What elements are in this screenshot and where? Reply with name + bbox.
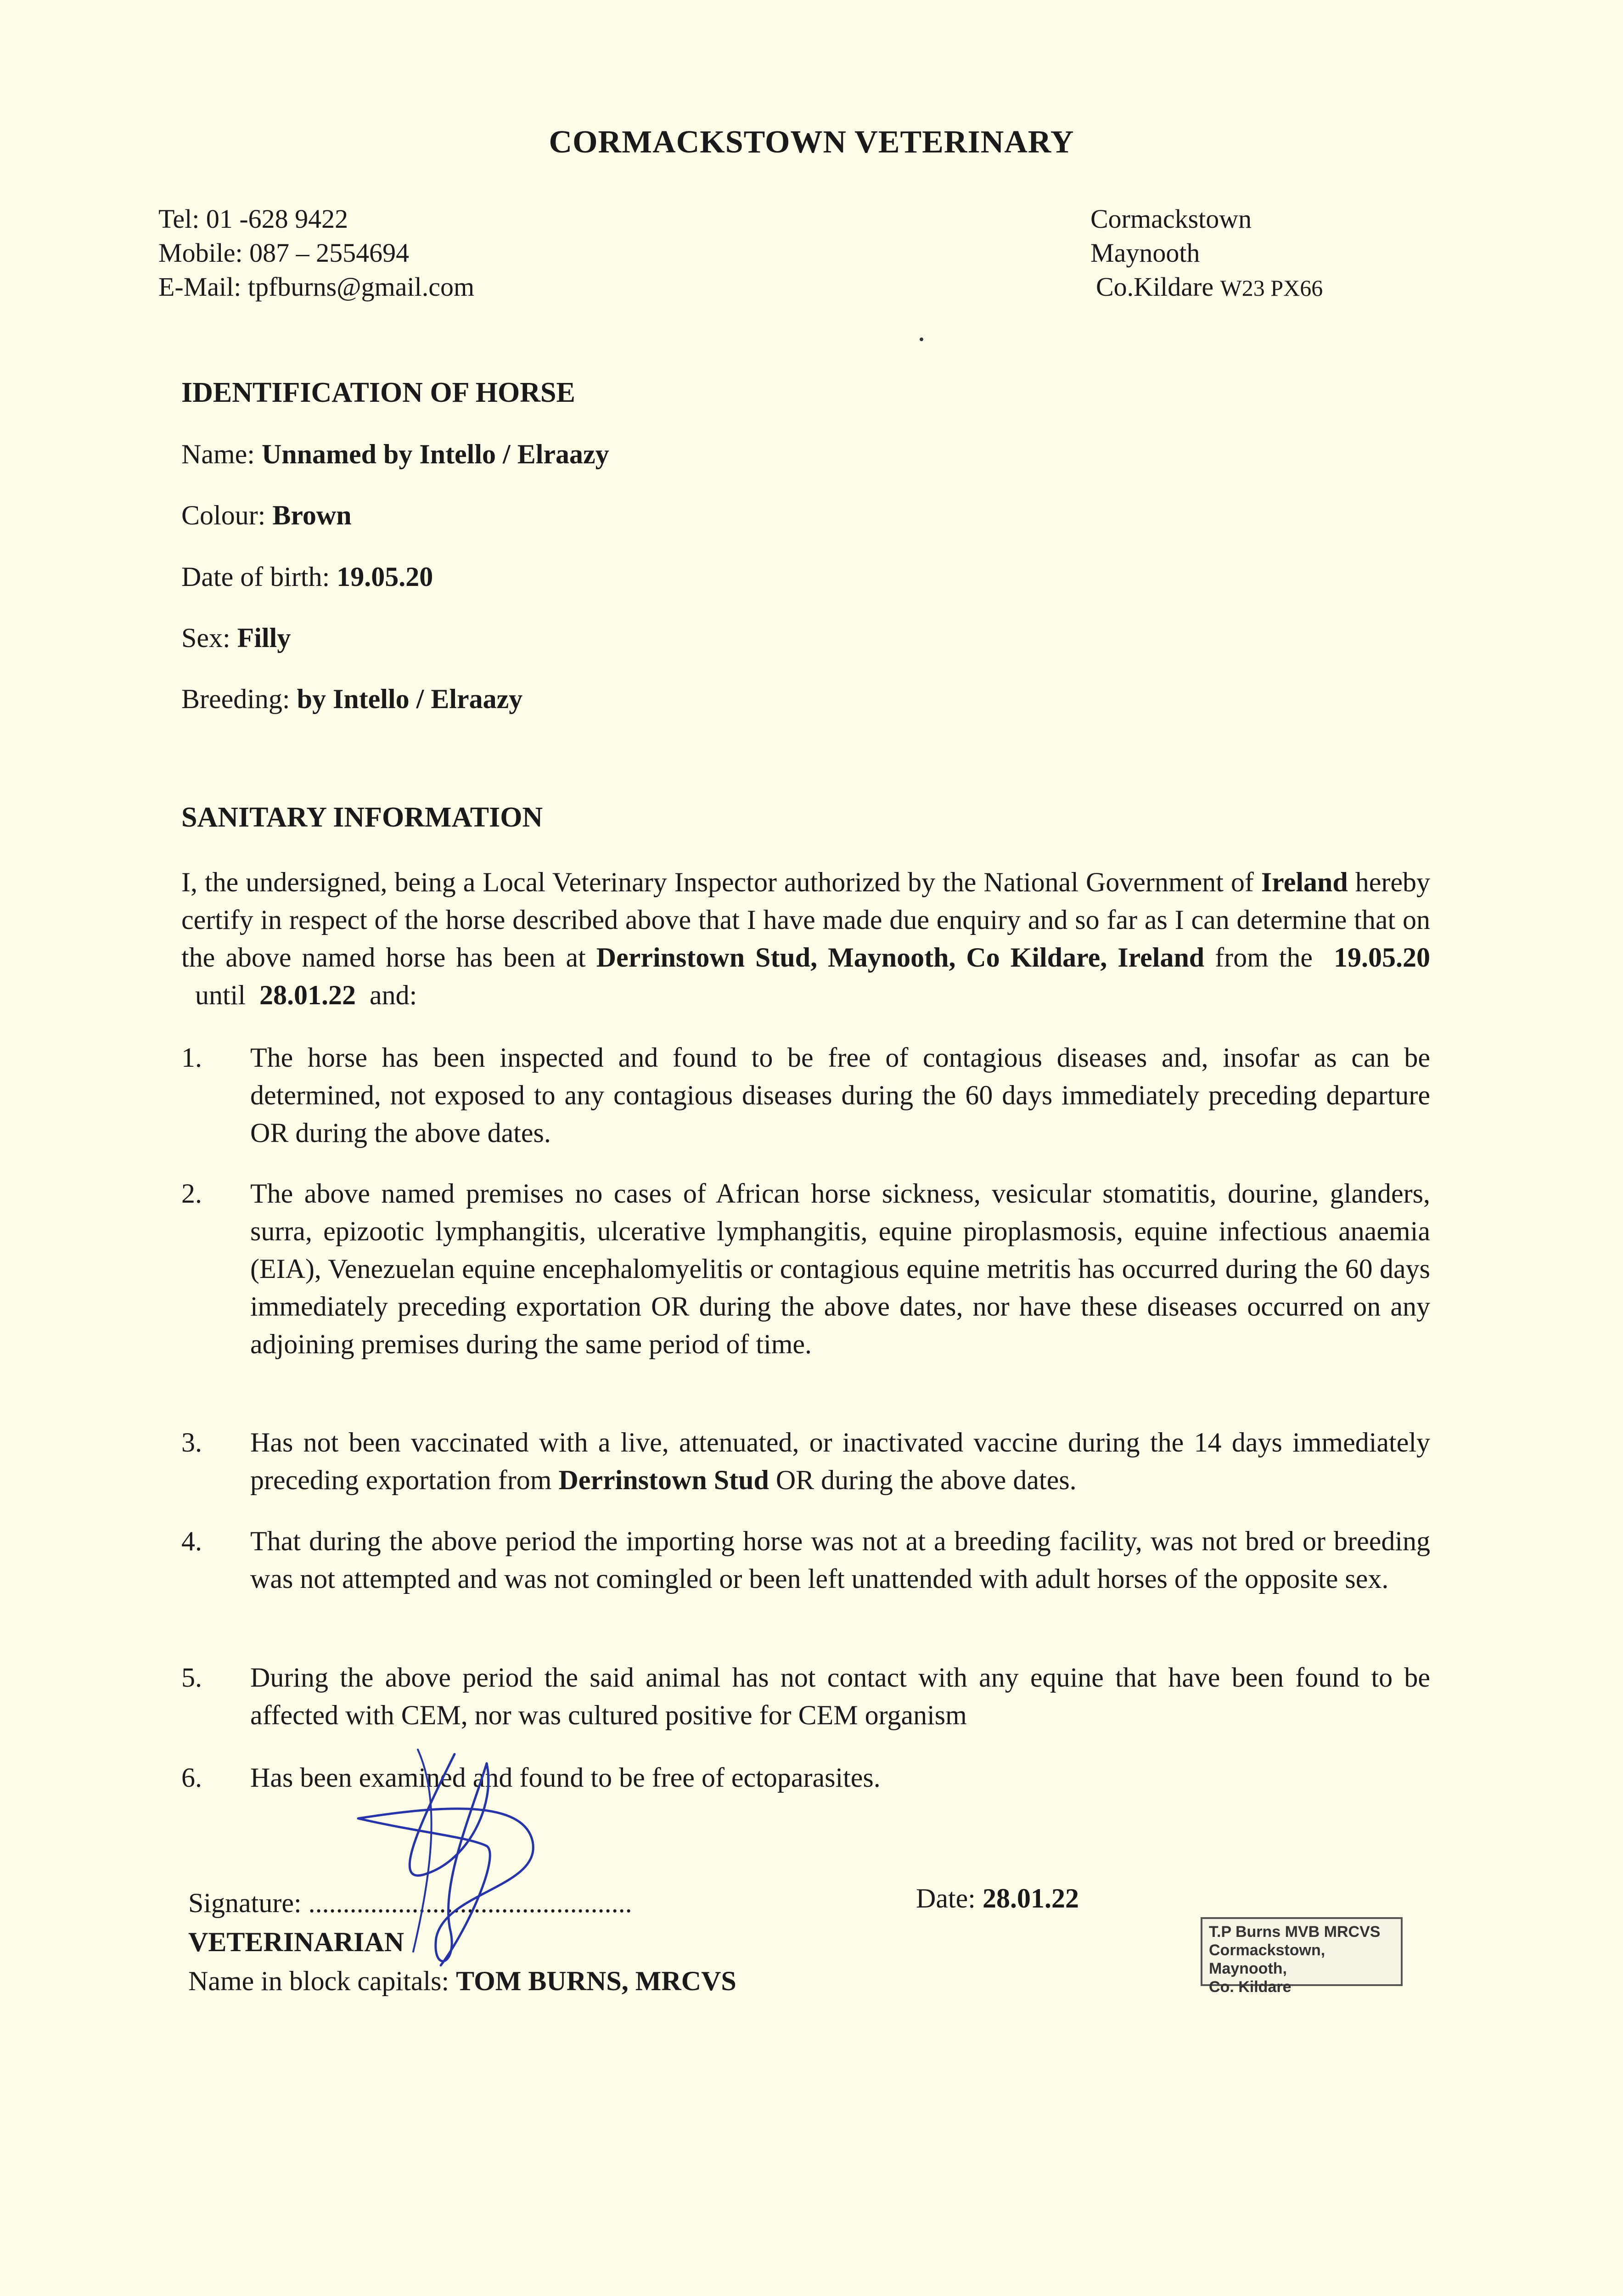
list-item-number: 3. — [181, 1427, 202, 1458]
horse-name-value: Unnamed by Intello / Elraazy — [261, 439, 609, 469]
date-label: Date: — [916, 1883, 983, 1913]
address-line2: Maynooth — [1090, 238, 1200, 268]
list-item-text: The above named premises no cases of African horse sickness, vesicular stomatitis, dourine, glanders, surra, epizootic lymphangitis, ulcerative lymphangitis, equine piroplasmosis, equine infectious anaemia (EIA), Venezuelan equine encephalomyelitis or contagious equine metritis has occurred during the 60 days immediately preceding exportation OR during the above dates, nor have these diseases occurred on any adjoining premises during the same period of time. — [250, 1178, 1430, 1359]
horse-breeding-value: by Intello / Elraazy — [297, 684, 523, 714]
item-3-text-part: OR during the above dates. — [769, 1465, 1077, 1495]
list-item — [181, 1039, 1430, 1152]
list-item — [181, 1424, 1430, 1499]
stamp-line3: Co. Kildare — [1209, 1978, 1292, 1996]
horse-name-field — [181, 439, 609, 470]
date-line — [916, 1883, 1079, 1914]
stamp-line1: T.P Burns MVB MRCVS — [1209, 1923, 1381, 1941]
horse-sex-label: Sex: — [181, 623, 237, 653]
horse-breeding-field — [181, 683, 522, 715]
horse-dob-label: Date of birth: — [181, 562, 337, 592]
sanitary-heading: SANITARY INFORMATION — [181, 802, 543, 833]
intro-text-2: hereby certify in respect of the horse described above that I have made due enquiry and so far as I can determine that on the above named horse has been at — [181, 867, 1430, 973]
veterinarian-role: VETERINARIAN — [188, 1927, 404, 1957]
intro-text-1: I, the undersigned, being a Local Veterinary Inspector authorized by the National Government of — [181, 867, 1261, 897]
list-item-text: That during the above period the importing horse was not at a breeding facility, was not bred or breeding was not attempted and was not comingled or been left unattended with adult horses of the opposite sex. — [250, 1526, 1430, 1594]
list-item — [181, 1659, 1430, 1734]
page-title: CORMACKSTOWN VETERINARY — [549, 124, 1074, 160]
horse-dob-field — [181, 561, 433, 593]
list-item-text: During the above period the said animal has not contact with any equine that have been found to be affected with CEM, nor was cultured positive for CEM organism — [250, 1662, 1430, 1730]
address-postcode: W23 PX66 — [1220, 275, 1323, 301]
intro-from-date: 19.05.20 — [1334, 942, 1430, 973]
identification-heading: IDENTIFICATION OF HORSE — [181, 377, 575, 408]
horse-colour-label: Colour: — [181, 500, 273, 530]
veterinary-stamp — [1201, 1917, 1403, 1996]
intro-text-4: until — [181, 980, 260, 1010]
intro-text-3: from the — [1204, 942, 1334, 973]
address-block — [1090, 202, 1323, 305]
horse-sex-value: Filly — [237, 623, 291, 653]
list-item — [181, 1522, 1430, 1598]
intro-premises: Derrinstown Stud, Maynooth, Co Kildare, Ireland — [596, 942, 1205, 973]
horse-colour-value: Brown — [272, 500, 352, 530]
stray-mark — [920, 338, 923, 341]
list-item-number: 2. — [181, 1178, 202, 1209]
list-item-number: 5. — [181, 1662, 202, 1693]
list-item — [181, 1175, 1430, 1363]
horse-name-label: Name: — [181, 439, 262, 469]
signature-label: Signature: — [188, 1888, 309, 1918]
sanitary-intro — [181, 863, 1430, 1014]
list-item-text: The horse has been inspected and found to be free of contagious diseases and, insofar as can be determined, not exposed to any contagious diseases during the 60 days immediately preceding departure OR during the above dates. — [250, 1042, 1430, 1148]
list-item-number: 1. — [181, 1042, 202, 1073]
intro-until-date: 28.01.22 — [259, 980, 356, 1010]
list-item-text: Has been examined and found to be free of ectoparasites. — [250, 1762, 881, 1793]
block-capitals-label: Name in block capitals: — [188, 1966, 456, 1996]
signature-dots: ............................................... — [308, 1888, 632, 1918]
horse-sex-field — [181, 622, 291, 654]
horse-colour-field — [181, 500, 352, 531]
contact-tel: Tel: 01 -628 9422 — [158, 204, 348, 234]
intro-text-5: and: — [356, 980, 417, 1010]
list-item-number: 6. — [181, 1762, 202, 1793]
item-3-premises: Derrinstown Stud — [558, 1465, 769, 1495]
block-capitals-value: TOM BURNS, MRCVS — [456, 1966, 736, 1996]
intro-country: Ireland — [1261, 867, 1348, 897]
list-item-text — [250, 1424, 1430, 1499]
contact-mobile: Mobile: 087 – 2554694 — [158, 238, 410, 268]
list-item-number: 4. — [181, 1526, 202, 1556]
contact-block — [158, 202, 474, 304]
address-line3-row — [1090, 270, 1323, 305]
horse-dob-value: 19.05.20 — [337, 562, 433, 592]
item-3-text-part: Has not been vaccinated with a live, attenuated, or inactivated vaccine during the 14 days immediately preceding exportation from — [250, 1427, 1430, 1495]
handwritten-signature — [349, 1736, 588, 1993]
stamp-line2: Cormackstown, Maynooth, — [1209, 1941, 1325, 1977]
contact-email: E-Mail: tpfburns@gmail.com — [158, 272, 475, 302]
date-value: 28.01.22 — [982, 1883, 1079, 1913]
address-line3: Co.Kildare — [1096, 272, 1214, 302]
horse-breeding-label: Breeding: — [181, 684, 297, 714]
address-line1: Cormackstown — [1090, 204, 1252, 234]
